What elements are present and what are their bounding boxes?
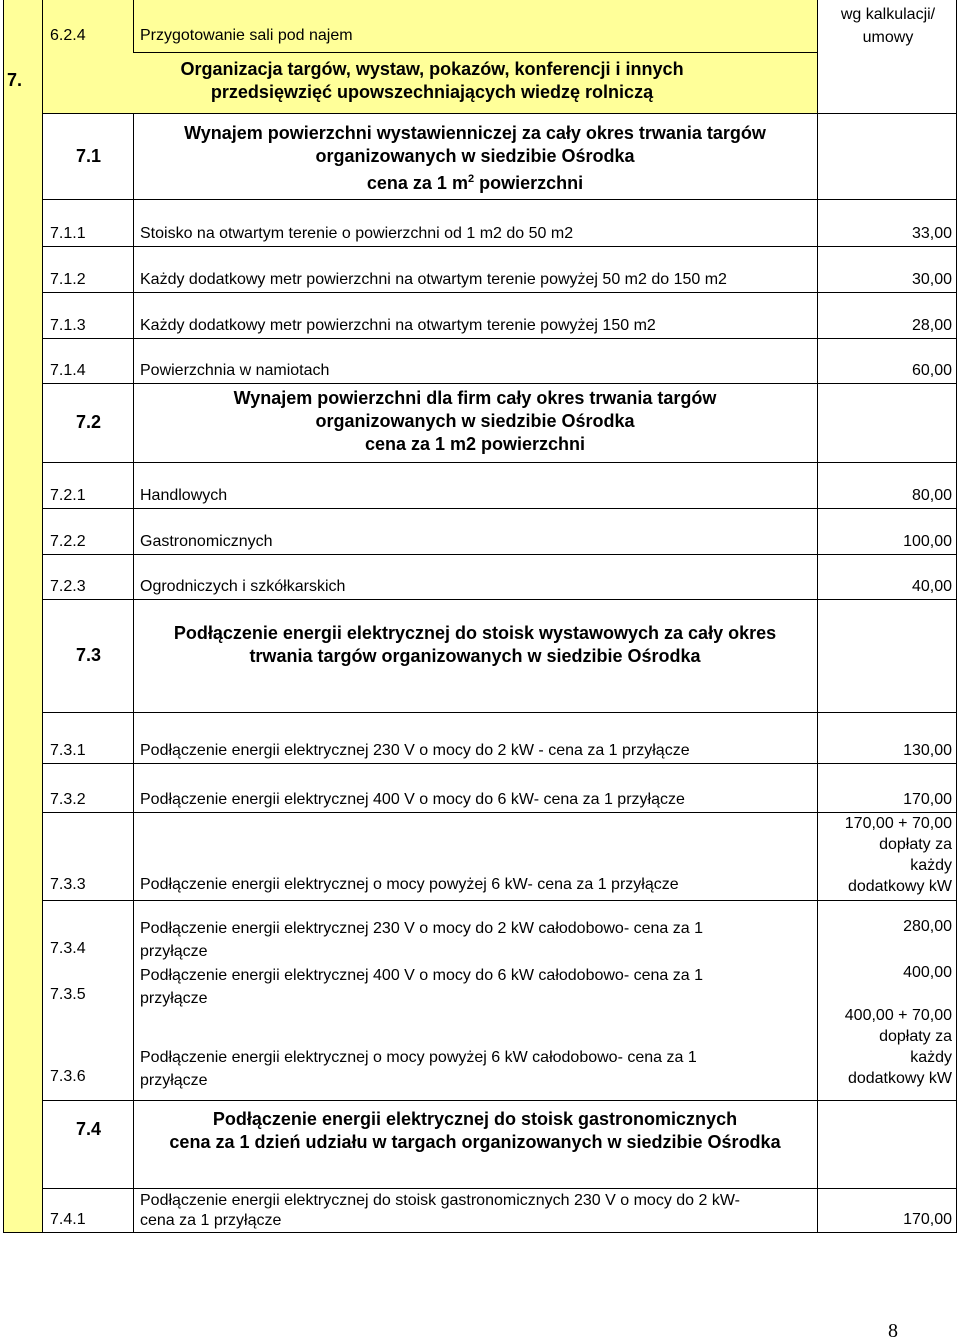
row-732-price: 170,00 bbox=[903, 791, 952, 808]
section-7-number: 7. bbox=[7, 70, 23, 90]
section-71-line3-prefix: cena za 1 m bbox=[366, 173, 468, 193]
table-rule bbox=[817, 0, 818, 113]
row-712-label: Każdy dodatkowy metr powierzchni na otwartym terenie powyżej 50 m2 do 150 m2 bbox=[140, 271, 727, 288]
row-735-label-line: przyłącze bbox=[140, 990, 208, 1007]
table-rule bbox=[133, 113, 134, 1233]
row-736-price-line: dopłaty za bbox=[879, 1028, 952, 1045]
row-711-number: 7.1.1 bbox=[50, 225, 86, 242]
section-7-title: Organizacja targów, wystaw, pokazów, konferencji i innych przedsięwzięć upowszechniających wiedzę rolniczą bbox=[180, 59, 684, 102]
table-rule bbox=[956, 0, 957, 1233]
table-rule bbox=[42, 0, 43, 1233]
table-rule bbox=[42, 763, 957, 764]
table-rule bbox=[42, 508, 957, 509]
row-736-label-line: przyłącze bbox=[140, 1072, 208, 1089]
row-741-number: 7.4.1 bbox=[50, 1211, 86, 1228]
row-714-price: 60,00 bbox=[911, 362, 952, 379]
row-714-label: Powierzchnia w namiotach bbox=[140, 362, 330, 379]
table-rule bbox=[42, 199, 957, 200]
table-rule bbox=[42, 292, 957, 293]
row-741-price: 170,00 bbox=[903, 1211, 952, 1228]
row-721-label: Handlowych bbox=[140, 487, 228, 504]
section-71-heading bbox=[140, 122, 810, 195]
row-712-price: 30,00 bbox=[911, 271, 952, 288]
row-733-price-line: każdy bbox=[910, 857, 952, 874]
row-736-number: 7.3.6 bbox=[50, 1068, 86, 1085]
table-rule bbox=[817, 113, 818, 1233]
section-72-line1: Wynajem powierzchni dla firm cały okres trwania targów bbox=[233, 388, 717, 408]
row-723-number: 7.2.3 bbox=[50, 578, 86, 595]
row-721-price: 80,00 bbox=[911, 487, 952, 504]
row-734-label-line: Podłączenie energii elektrycznej 230 V o mocy do 2 kW całodobowo- cena za 1 bbox=[140, 920, 703, 937]
table-rule bbox=[3, 1232, 957, 1233]
row-624-label: Przygotowanie sali pod najem bbox=[140, 27, 353, 44]
row-713-price: 28,00 bbox=[911, 317, 952, 334]
section-72-line3: cena za 1 m2 powierzchni bbox=[364, 434, 586, 454]
row-732-number: 7.3.2 bbox=[50, 791, 86, 808]
row-723-label: Ogrodniczych i szkółkarskich bbox=[140, 578, 346, 595]
row-734-label bbox=[140, 917, 703, 963]
table-rule bbox=[42, 1188, 957, 1189]
table-rule bbox=[42, 1100, 957, 1101]
row-736-label-line: Podłączenie energii elektrycznej o mocy powyżej 6 kW całodobowo- cena za 1 bbox=[140, 1049, 697, 1066]
row-624-number: 6.2.4 bbox=[50, 27, 86, 44]
row-713-label: Każdy dodatkowy metr powierzchni na otwartym terenie powyżej 150 m2 bbox=[140, 317, 656, 334]
section-71-line3-sup: 2 bbox=[467, 173, 475, 185]
row-736-label bbox=[140, 1046, 697, 1092]
section-73-number: 7.3 bbox=[76, 645, 102, 665]
table-rule bbox=[42, 599, 957, 600]
section-74-line2: cena za 1 dzień udziału w targach organizowanych w siedzibie Ośrodka bbox=[169, 1132, 781, 1152]
table-rule bbox=[133, 0, 134, 52]
section-74-line1: Podłączenie energii elektrycznej do stoisk gastronomicznych bbox=[212, 1109, 738, 1129]
row-624-price: wg kalkulacji/ umowy bbox=[840, 6, 936, 46]
row-712-number: 7.1.2 bbox=[50, 271, 86, 288]
row-732-label: Podłączenie energii elektrycznej 400 V o mocy do 6 kW- cena za 1 przyłącze bbox=[140, 791, 685, 808]
section-71-number: 7.1 bbox=[76, 146, 102, 166]
section-73-line2: trwania targów organizowanych w siedzibie Ośrodka bbox=[249, 646, 701, 666]
row-734-label-line: przyłącze bbox=[140, 943, 208, 960]
table-rule bbox=[42, 812, 957, 813]
section-71-line3 bbox=[140, 168, 810, 195]
row-711-price: 33,00 bbox=[911, 225, 952, 242]
row-733-price-line: dodatkowy kW bbox=[847, 878, 952, 895]
row-721-number: 7.2.1 bbox=[50, 487, 86, 504]
section-72-number: 7.2 bbox=[76, 412, 102, 432]
row-733-price-line: dopłaty za bbox=[879, 836, 952, 853]
row-733-price bbox=[822, 813, 952, 897]
row-731-label: Podłączenie energii elektrycznej 230 V o mocy do 2 kW - cena za 1 przyłącze bbox=[140, 742, 690, 759]
table-rule bbox=[42, 338, 957, 339]
row-741-label-line: cena za 1 przyłącze bbox=[140, 1212, 282, 1229]
table-rule bbox=[42, 712, 957, 713]
row-722-label: Gastronomicznych bbox=[140, 533, 273, 550]
row-731-number: 7.3.1 bbox=[50, 742, 86, 759]
row-734-price: 280,00 bbox=[903, 918, 952, 935]
row-722-price: 100,00 bbox=[903, 533, 952, 550]
row-722-number: 7.2.2 bbox=[50, 533, 86, 550]
table-rule bbox=[42, 462, 957, 463]
row-735-label-line: Podłączenie energii elektrycznej 400 V o mocy do 6 kW całodobowo- cena za 1 bbox=[140, 967, 703, 984]
section-71-line1: Wynajem powierzchni wystawienniczej za cały okres trwania targów bbox=[184, 123, 766, 143]
section-71-line2: organizowanych w siedzibie Ośrodka bbox=[315, 146, 635, 166]
row-736-price-line: każdy bbox=[910, 1049, 952, 1066]
page-number: 8 bbox=[888, 1320, 898, 1342]
section-71-line3-suffix: powierzchni bbox=[474, 173, 584, 193]
row-733-number: 7.3.3 bbox=[50, 876, 86, 893]
section-72-line2: organizowanych w siedzibie Ośrodka bbox=[315, 411, 635, 431]
row-734-number: 7.3.4 bbox=[50, 940, 86, 957]
row-731-price: 130,00 bbox=[903, 742, 952, 759]
section-74-heading bbox=[140, 1108, 810, 1154]
row-736-price-line: dodatkowy kW bbox=[847, 1070, 952, 1087]
row-733-price-line: 170,00 + 70,00 bbox=[844, 815, 952, 832]
row-736-price-line: 400,00 + 70,00 bbox=[844, 1007, 952, 1024]
section-73-heading bbox=[140, 622, 810, 668]
table-rule bbox=[42, 900, 957, 901]
row-736-price bbox=[822, 1005, 952, 1089]
section-73-line1: Podłączenie energii elektrycznej do stoisk wystawowych za cały okres bbox=[173, 623, 777, 643]
table-rule bbox=[3, 0, 4, 1233]
row-735-number: 7.3.5 bbox=[50, 986, 86, 1003]
row-733-label: Podłączenie energii elektrycznej o mocy powyżej 6 kW- cena za 1 przyłącze bbox=[140, 876, 679, 893]
row-723-price: 40,00 bbox=[911, 578, 952, 595]
section-72-heading bbox=[140, 387, 810, 456]
table-rule bbox=[42, 383, 957, 384]
row-713-number: 7.1.3 bbox=[50, 317, 86, 334]
row-735-price: 400,00 bbox=[903, 964, 952, 981]
row-741-label-line: Podłączenie energii elektrycznej do stoisk gastronomicznych 230 V o mocy do 2 kW- bbox=[140, 1192, 740, 1209]
table-rule bbox=[42, 554, 957, 555]
section-74-number: 7.4 bbox=[76, 1119, 102, 1139]
row-714-number: 7.1.4 bbox=[50, 362, 86, 379]
table-rule bbox=[42, 246, 957, 247]
table-rule bbox=[42, 113, 957, 114]
highlight-cell-section-7-number bbox=[3, 0, 42, 1232]
row-741-label bbox=[140, 1191, 740, 1231]
row-735-label bbox=[140, 964, 703, 1010]
row-711-label: Stoisko na otwartym terenie o powierzchni od 1 m2 do 50 m2 bbox=[140, 225, 574, 242]
table-rule bbox=[133, 52, 817, 53]
